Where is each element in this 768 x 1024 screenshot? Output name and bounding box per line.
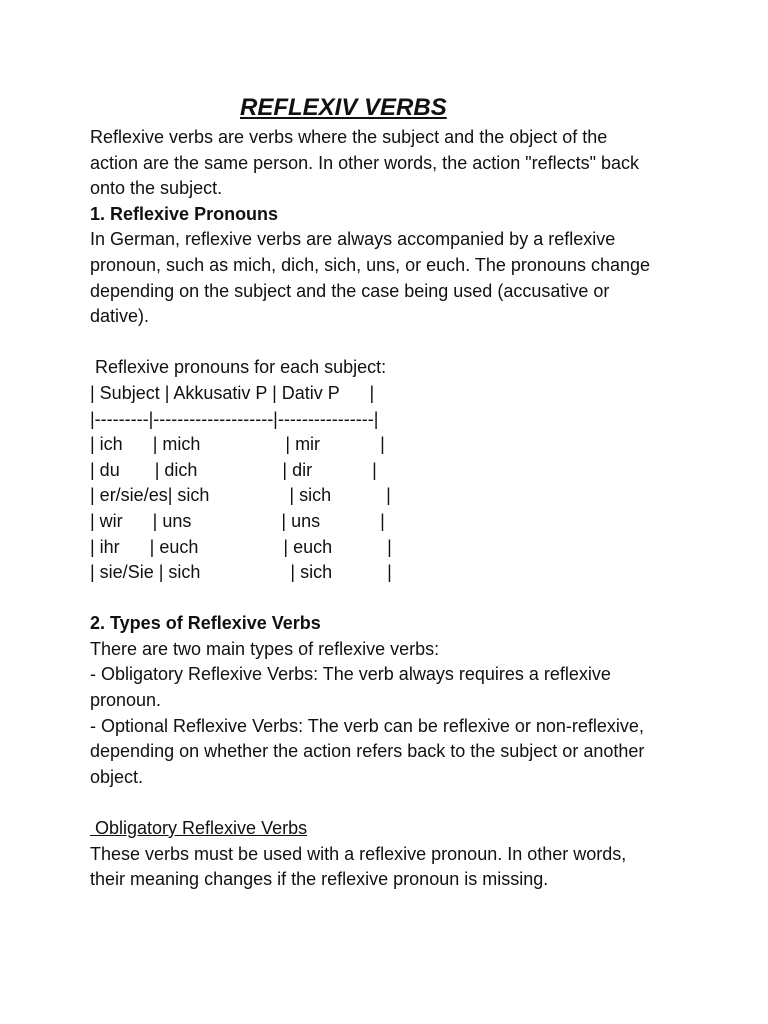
subheading-obligatory-reflexive-verbs: Obligatory Reflexive Verbs [90,818,308,839]
table-line: | er/sie/es| sich | sich | [90,485,391,506]
document-body [90,125,690,893]
table-line: | sie/Sie | sich | sich | [90,562,392,583]
intro-line: action are the same person. In other words, the action "reflects" back [90,152,640,173]
section2-paragraph-line: - Obligatory Reflexive Verbs: The verb always requires a reflexive [90,664,611,685]
section-heading-types-of-reflexive-verbs: 2. Types of Reflexive Verbs [90,613,321,634]
section2-paragraph-line: depending on whether the action refers back to the subject or another [90,741,645,762]
table-line: | wir | uns | uns | [90,510,385,531]
section2-paragraph-line: There are two main types of reflexive verbs: [90,638,440,659]
table-line: | ich | mich | mir | [90,434,385,455]
section1-paragraph-line: depending on the subject and the case being used (accusative or [90,280,610,301]
table-line: |---------|--------------------|----------------| [90,408,379,429]
subsection-paragraph-line: These verbs must be used with a reflexive pronoun. In other words, [90,843,627,864]
subsection-paragraph-line: their meaning changes if the reflexive pronoun is missing. [90,869,549,890]
section2-paragraph-line: object. [90,766,144,787]
table-line: | Subject | Akkusativ P | Dativ P | [90,382,375,403]
section2-paragraph-line: pronoun. [90,690,162,711]
document-title: REFLEXIV VERBS [240,94,447,121]
intro-line: Reflexive verbs are verbs where the subject and the object of the [90,127,608,147]
section1-paragraph-line: pronoun, such as mich, dich, sich, uns, or euch. The pronouns change [90,254,651,275]
intro-line: onto the subject. [90,178,223,199]
table-line: | ihr | euch | euch | [90,536,392,557]
section-heading-reflexive-pronouns: 1. Reflexive Pronouns [90,203,279,224]
table-line: | du | dich | dir | [90,459,377,480]
spacer [90,330,690,356]
spacer [90,790,690,816]
section1-paragraph-line: In German, reflexive verbs are always accompanied by a reflexive [90,229,616,250]
section1-paragraph-line: dative). [90,306,150,327]
table-caption: Reflexive pronouns for each subject: [90,357,387,378]
spacer [90,586,690,612]
section2-paragraph-line: - Optional Reflexive Verbs: The verb can be reflexive or non-reflexive, [90,715,644,736]
